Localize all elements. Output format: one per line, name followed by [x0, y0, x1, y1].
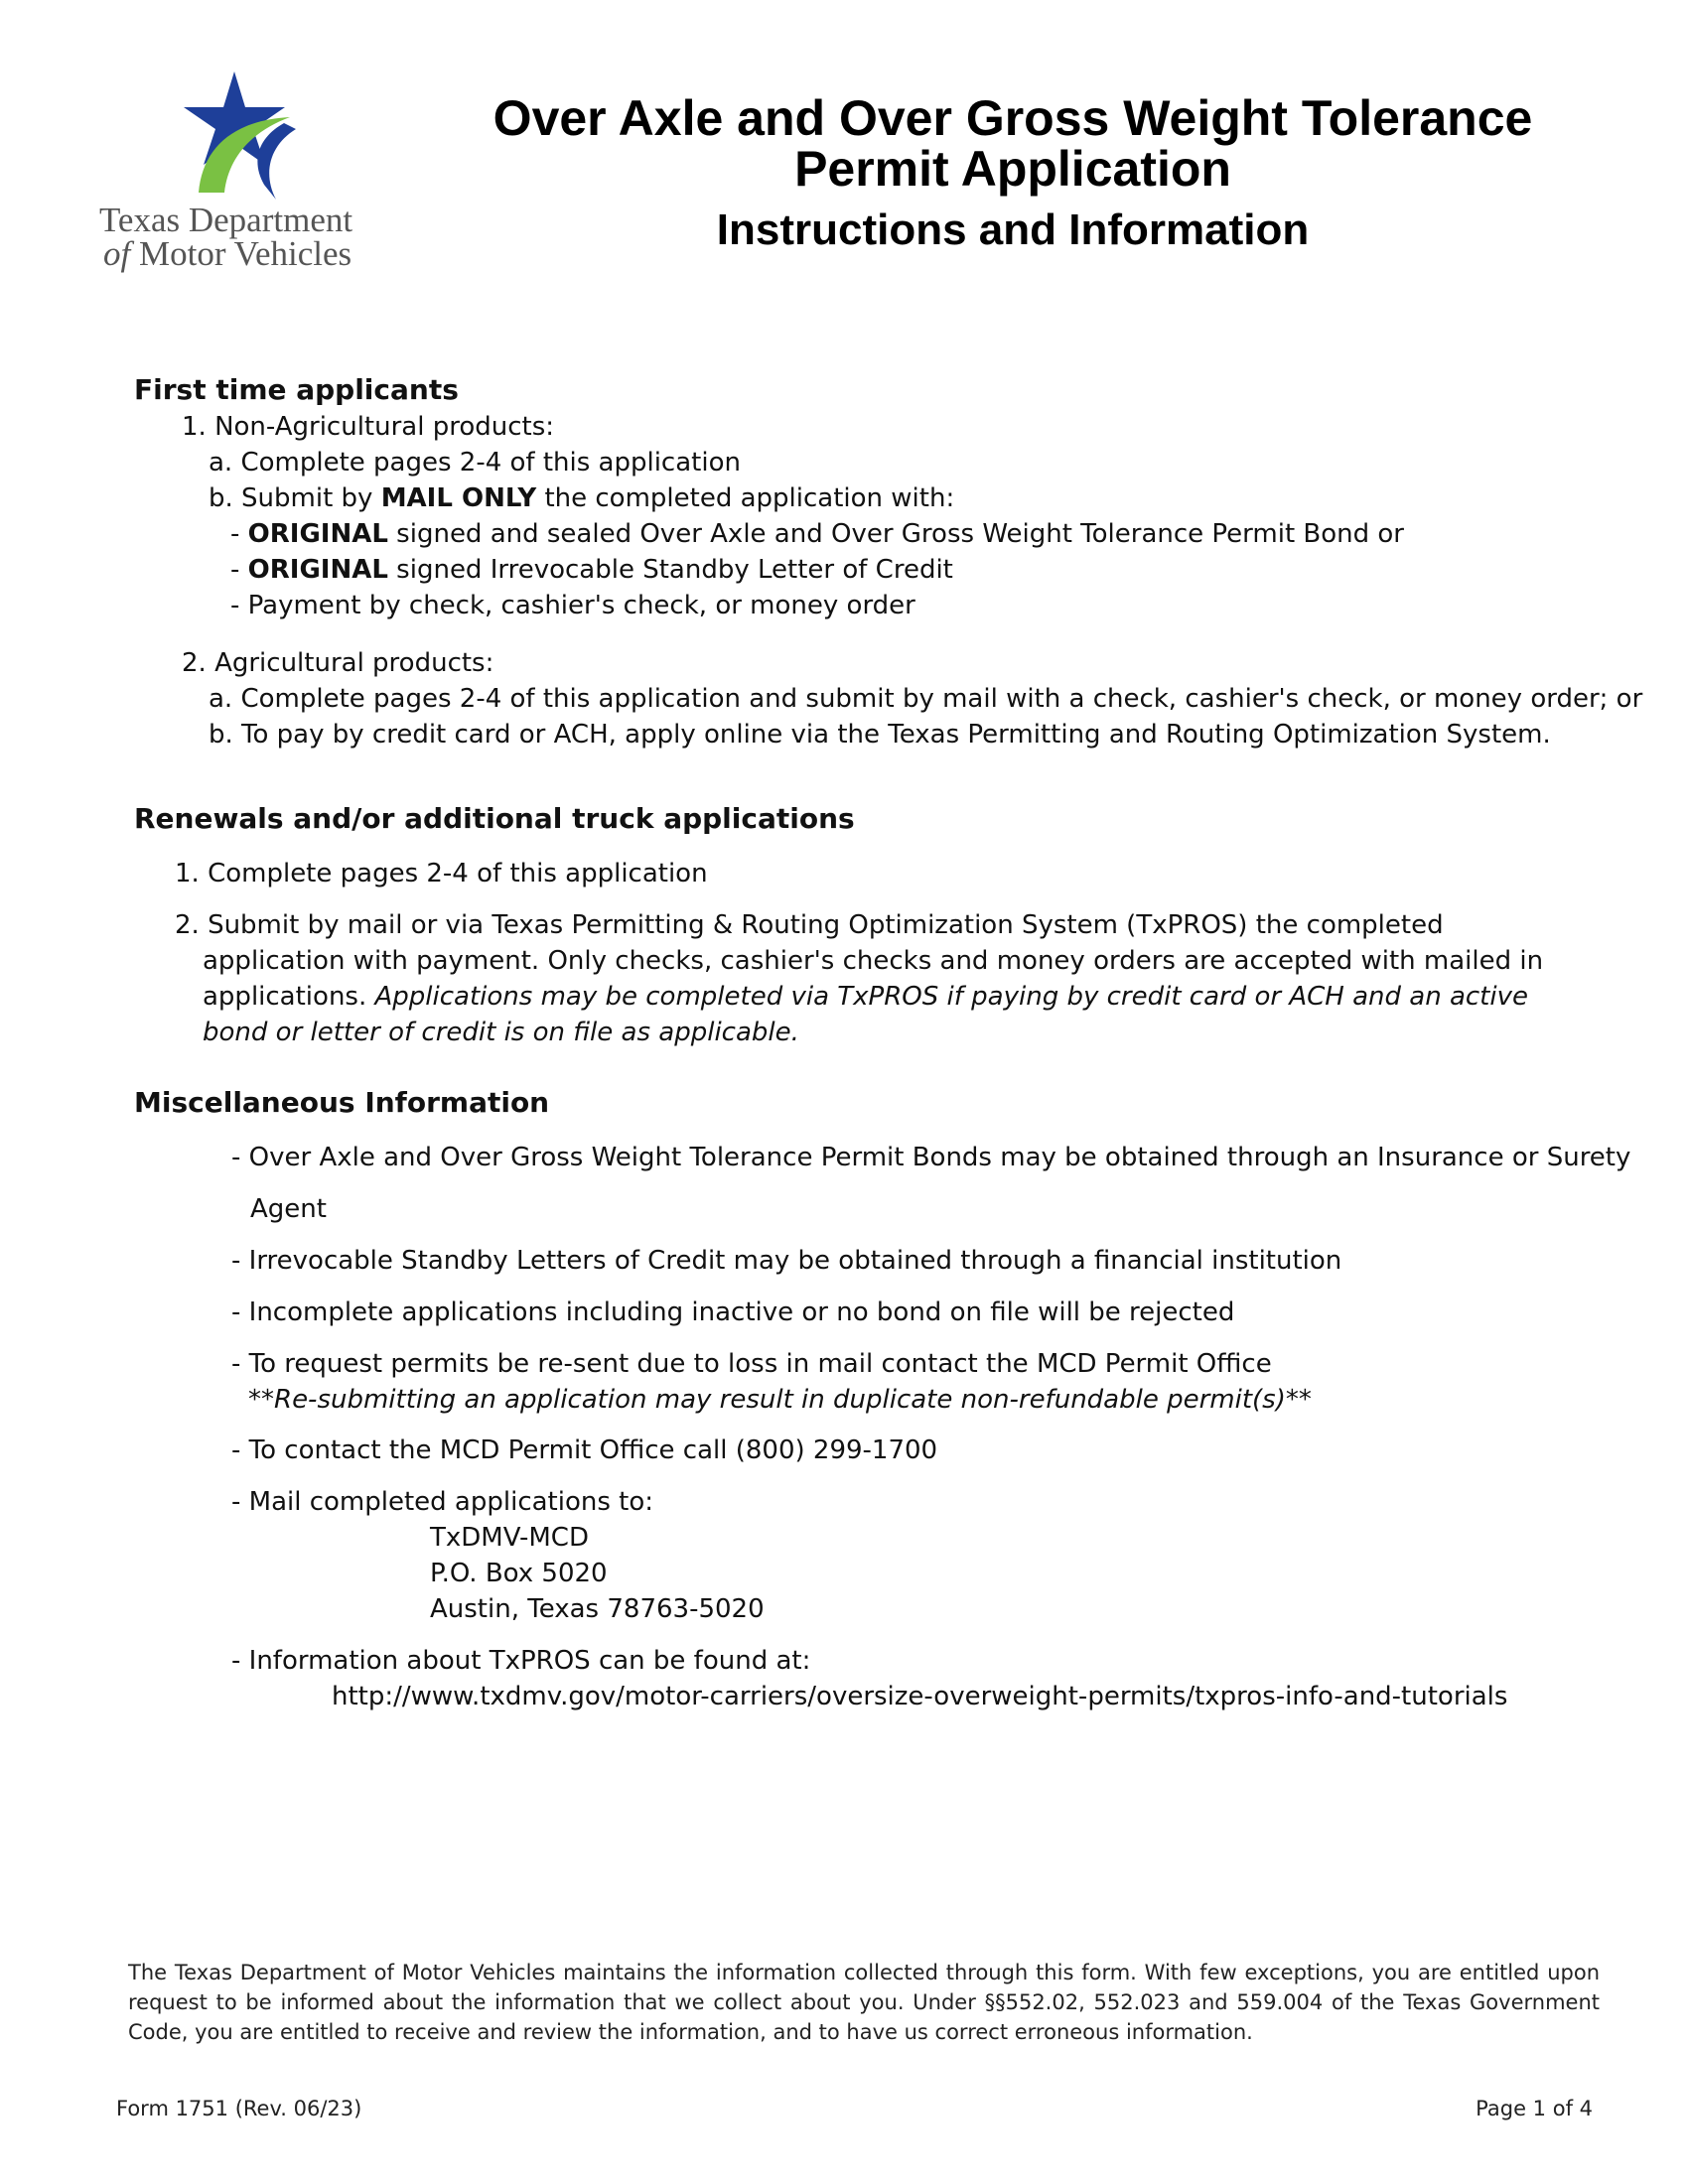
address-line-1: TxDMV-MCD — [430, 1523, 589, 1553]
form-id: Form 1751 (Rev. 06/23) — [116, 2097, 362, 2120]
misc-bullet-1-line-2: Agent — [250, 1194, 327, 1224]
bullet-1-pre: - — [230, 519, 248, 549]
first-time-item-1a: a. Complete pages 2-4 of this application — [209, 448, 741, 478]
first-time-bullet-2 — [230, 552, 953, 588]
page-title-line-2: Permit Application — [794, 141, 1231, 197]
bullet-1-post: signed and sealed Over Axle and Over Gross Weight Tolerance Permit Bond or — [387, 519, 1404, 549]
bullet-2-bold: ORIGINAL — [247, 555, 388, 585]
first-time-item-1b — [209, 480, 954, 516]
misc-bullet-5: - To contact the MCD Permit Office call (800) 299-1700 — [231, 1435, 938, 1465]
renewals-heading: Renewals and/or additional truck applications — [134, 802, 855, 835]
page-number: Page 1 of 4 — [1476, 2097, 1593, 2120]
renewals-item-1: 1. Complete pages 2-4 of this application — [175, 859, 708, 888]
misc-bullet-1-line-1: - Over Axle and Over Gross Weight Tolerance Permit Bonds may be obtained through an Insurance or Surety — [231, 1143, 1631, 1172]
address-line-3: Austin, Texas 78763-5020 — [430, 1594, 765, 1624]
bullet-2-pre: - — [230, 555, 248, 585]
item-1b-pre: b. Submit by — [209, 483, 381, 513]
item-1b-post: the completed application with: — [536, 483, 955, 513]
misc-bullet-7: - Information about TxPROS can be found at: — [231, 1646, 811, 1676]
logo-line-1: Texas Department — [99, 201, 353, 239]
renewals-item-2-line-4: bond or letter of credit is on file as applicable. — [203, 1018, 799, 1047]
renewals-item-2-line-2: application with payment. Only checks, cashier's checks and money orders are accepted with mailed in — [203, 946, 1544, 976]
bullet-2-post: signed Irrevocable Standby Letter of Credit — [387, 555, 953, 585]
misc-bullet-2: - Irrevocable Standby Letters of Credit may be obtained through a financial institution — [231, 1246, 1342, 1276]
first-time-item-1: 1. Non-Agricultural products: — [182, 412, 555, 442]
line-3-italic: Applications may be completed via TxPROS if paying by credit card or ACH and an active — [374, 982, 1528, 1012]
txdmv-logo — [95, 66, 383, 279]
renewals-item-2-line-3 — [203, 979, 1528, 1015]
misc-bullet-3: - Incomplete applications including inactive or no bond on file will be rejected — [231, 1297, 1235, 1327]
line-3-plain: applications. — [203, 982, 375, 1012]
logo-line-2-rest: Motor Vehicles — [130, 234, 352, 273]
misc-bullet-4: - To request permits be re-sent due to loss in mail contact the MCD Permit Office — [231, 1349, 1272, 1379]
logo-of: of — [103, 234, 131, 273]
item-1b-bold: MAIL ONLY — [380, 483, 537, 513]
first-time-item-2b: b. To pay by credit card or ACH, apply online via the Texas Permitting and Routing Optimization System. — [209, 720, 1551, 750]
address-line-2: P.O. Box 5020 — [430, 1559, 608, 1588]
first-time-item-2: 2. Agricultural products: — [182, 648, 494, 678]
txpros-url-link[interactable]: http://www.txdmv.gov/motor-carriers/oversize-overweight-permits/txpros-info-and-tutorials — [332, 1682, 1508, 1711]
misc-bullet-4-note: **Re-submitting an application may result in duplicate non-refundable permit(s)** — [248, 1385, 1312, 1415]
logo-line-2 — [103, 236, 352, 271]
first-time-heading: First time applicants — [134, 373, 459, 406]
misc-bullet-6: - Mail completed applications to: — [231, 1487, 654, 1517]
privacy-notice: The Texas Department of Motor Vehicles maintains the information collected through this form. With few exceptions, you are entitled upon request to be informed about the information that we collect about you. Under §§552.02, 552.023 and 559.004 of the Texas Government Code, you are entitled to receive and review the information, and to have us correct erroneous information. — [128, 1961, 1600, 2044]
first-time-item-2a: a. Complete pages 2-4 of this application and submit by mail with a check, cashier's check, or money order; or — [209, 684, 1643, 714]
first-time-bullet-1 — [230, 516, 1404, 552]
bullet-1-bold: ORIGINAL — [247, 519, 388, 549]
star-logo-icon — [95, 66, 383, 205]
page-title-line-1: Over Axle and Over Gross Weight Tolerance — [492, 90, 1533, 146]
renewals-item-2-line-1: 2. Submit by mail or via Texas Permitting & Routing Optimization System (TxPROS) the completed — [175, 910, 1444, 940]
page-subtitle: Instructions and Information — [716, 205, 1310, 254]
first-time-bullet-3: - Payment by check, cashier's check, or money order — [230, 591, 915, 620]
misc-heading: Miscellaneous Information — [134, 1086, 550, 1119]
